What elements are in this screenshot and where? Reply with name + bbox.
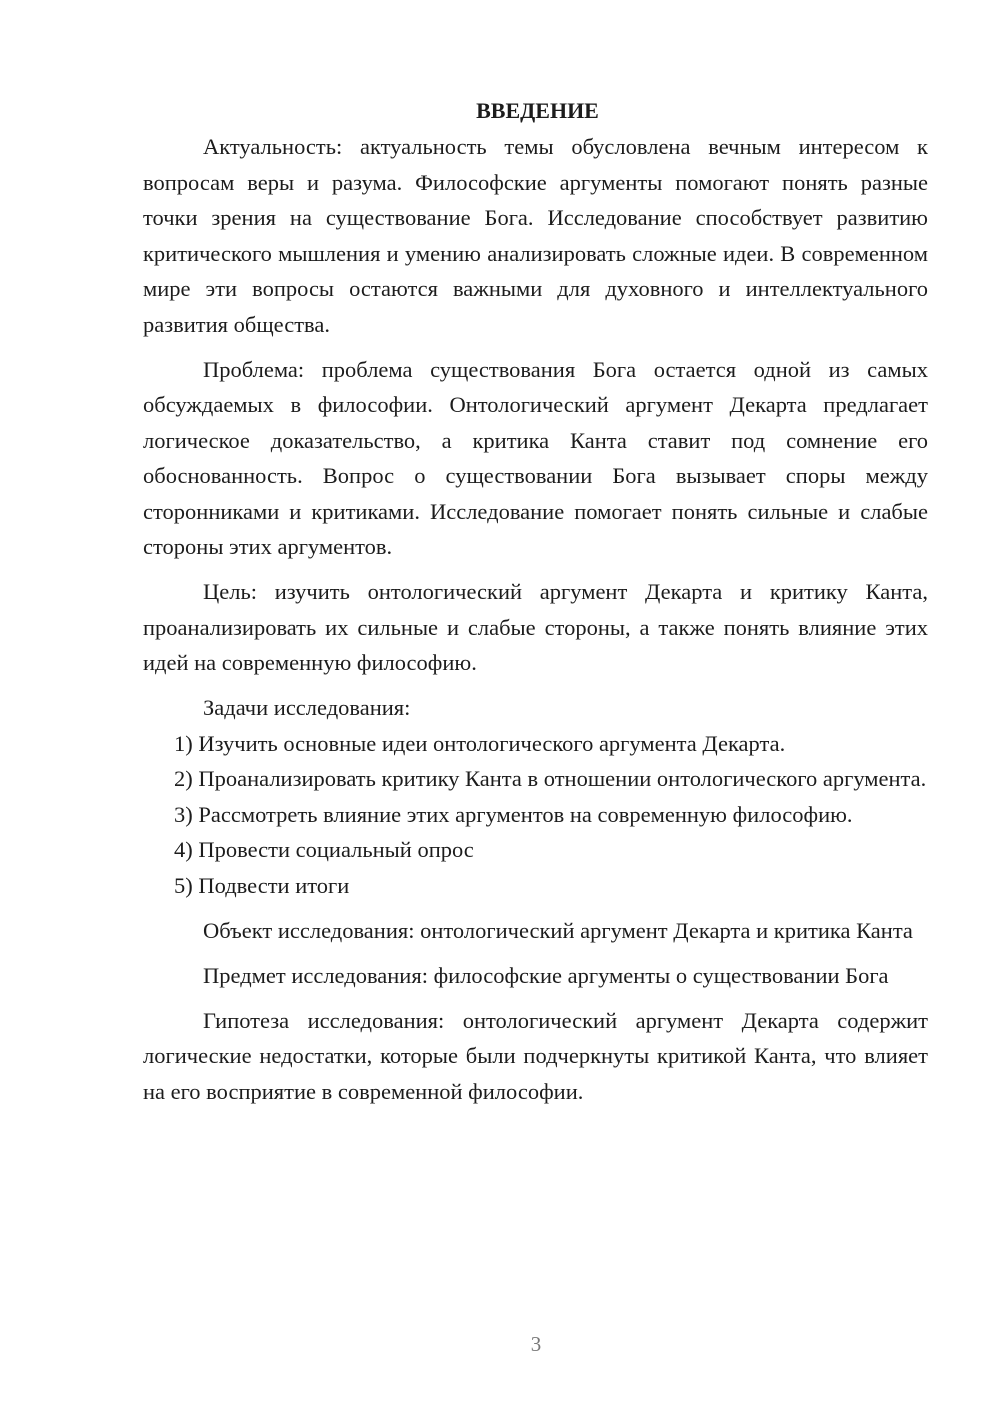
goal-paragraph: Цель: изучить онтологический аргумент Декарта и критику Канта, проанализировать их сильные и слабые стороны, а также понять влияние этих идей на современную философию.: [143, 579, 928, 675]
problem-paragraph: Проблема: проблема существования Бога остается одной из самых обсуждаемых в философии. Онтологический аргумент Декарта предлагает логическое доказательство, а критика Канта ставит под сомнение его обоснованность. Вопрос о существовании Бога вызывает споры между сторонниками и критиками. Исследование помогает понять сильные и слабые стороны этих аргументов.: [143, 356, 928, 559]
task-item-2: 2) Проанализировать критику Канта в отношении онтологического аргумента.: [174, 766, 927, 791]
page-number: 3: [530, 1332, 542, 1356]
relevance-paragraph: Актуальность: актуальность темы обусловлена вечным интересом к вопросам веры и разума. Философские аргументы помогают понять разные точки зрения на существование Бога. Исследование способствует развитию критического мышления и умению анализировать сложные идеи. В современном мире эти вопросы остаются важными для духовного и интеллектуального развития общества.: [143, 134, 928, 337]
subject-paragraph: Предмет исследования: философские аргументы о существовании Бога: [203, 962, 889, 988]
tasks-heading: Задачи исследования:: [203, 695, 411, 720]
task-item-1: 1) Изучить основные идеи онтологического аргумента Декарта.: [174, 730, 786, 756]
task-item-3: 3) Рассмотреть влияние этих аргументов на современную философию.: [174, 801, 853, 827]
task-item-5: 5) Подвести итоги: [174, 872, 350, 898]
object-paragraph: Объект исследования: онтологический аргумент Декарта и критика Канта: [203, 917, 913, 943]
hypothesis-paragraph: Гипотеза исследования: онтологический аргумент Декарта содержит логические недостатки, которые были подчеркнуты критикой Канта, что влияет на его восприятие в современной философии.: [143, 1007, 928, 1104]
task-item-4: 4) Провести социальный опрос: [174, 837, 474, 862]
page-content: [143, 93, 928, 1109]
section-title: ВВЕДЕНИЕ: [476, 98, 599, 123]
